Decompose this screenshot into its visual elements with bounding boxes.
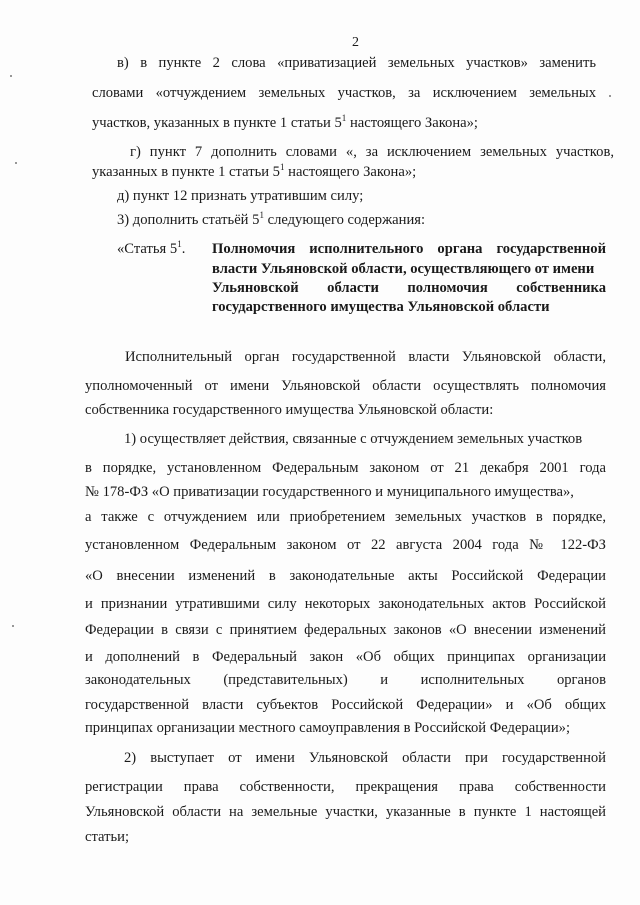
p1-line-9: и дополнений в Федеральный закон «Об общих принципах организации [85, 649, 606, 665]
p1-line-1: 1) осуществляет действия, связанные с отчуждением земельных участков [124, 431, 583, 447]
p2-line-1: 2) выступает от имени Ульяновской области при государственной [124, 750, 606, 766]
p1-line-8: Федерации в связи с принятием федеральных законов «О внесении изменений [85, 622, 606, 638]
p1-line-4: а также с отчуждением или приобретением земельных участков в порядке, [85, 509, 606, 525]
item-g-line-1: г) пункт 7 дополнить словами «, за исключением земельных участков, [130, 144, 614, 160]
p1-line-12: принципах организации местного самоуправления в Российской Федерации»; [85, 720, 570, 736]
intro-line-2: уполномоченный от имени Ульяновской области осуществлять полномочия [85, 378, 606, 394]
intro-line-1: Исполнительный орган государственной власти Ульяновской области, [125, 349, 606, 365]
scan-speck [609, 95, 611, 97]
intro-line-3: собственника государственного имущества Ульяновской области: [85, 402, 494, 418]
p1-line-7: и признании утратившими силу некоторых законодательных актов Российской [85, 596, 606, 612]
article-title-line-4: государственного имущества Ульяновской области [212, 299, 550, 315]
item-v-line-2: словами «отчуждением земельных участков, за исключением земельных [92, 85, 596, 101]
article-title-line-3: Ульяновской области полномочия собственника [212, 280, 606, 296]
p2-line-4: статьи; [85, 829, 130, 845]
superscript: 1 [177, 239, 182, 249]
p1-line-6: «О внесении изменений в законодательные акты Российской Федерации [85, 568, 606, 584]
superscript: 1 [279, 162, 285, 172]
p1-line-2: в порядке, установленном Федеральным законом от 21 декабря 2001 года [85, 460, 606, 476]
item-v-line-1: в) в пункте 2 слова «приватизацией земельных участков» заменить [117, 55, 596, 71]
p1-line-10: законодательных (представительных) и исполнительных органов [85, 672, 606, 688]
item-v-line-3: участков, указанных в пункте 1 статьи $5^1$ настоящего Закона»; [92, 113, 478, 131]
page-number: 2 [352, 35, 359, 50]
scan-speck [15, 162, 17, 164]
p2-line-2: регистрации права собственности, прекращения права собственности [85, 779, 606, 795]
item-3: 3) дополнить статьёй $5^1$ следующего содержания: [117, 210, 426, 228]
item-d: д) пункт 12 признать утратившим силу; [117, 188, 364, 204]
article-label: «Статья $5^1$. [117, 239, 186, 257]
superscript: 1 [259, 210, 264, 220]
article-title-line-2: власти Ульяновской области, осуществляющего от имени [212, 261, 595, 277]
p1-line-3: № 178-ФЗ «О приватизации государственного и муниципального имущества», [85, 484, 574, 500]
p1-line-5: установленном Федеральным законом от 22 августа 2004 года № 122-ФЗ [85, 537, 606, 553]
p2-line-3: Ульяновской области на земельные участки, указанные в пункте 1 настоящей [85, 804, 606, 820]
superscript: 1 [341, 113, 347, 123]
item-g-line-2: указанных в пункте 1 статьи $5^1$ настоящего Закона»; [92, 162, 417, 180]
article-title-line-1: Полномочия исполнительного органа государственной [212, 241, 606, 257]
scan-speck [10, 75, 12, 77]
p1-line-11: государственной власти субъектов Российской Федерации» и «Об общих [85, 697, 606, 713]
scan-speck [12, 625, 14, 627]
